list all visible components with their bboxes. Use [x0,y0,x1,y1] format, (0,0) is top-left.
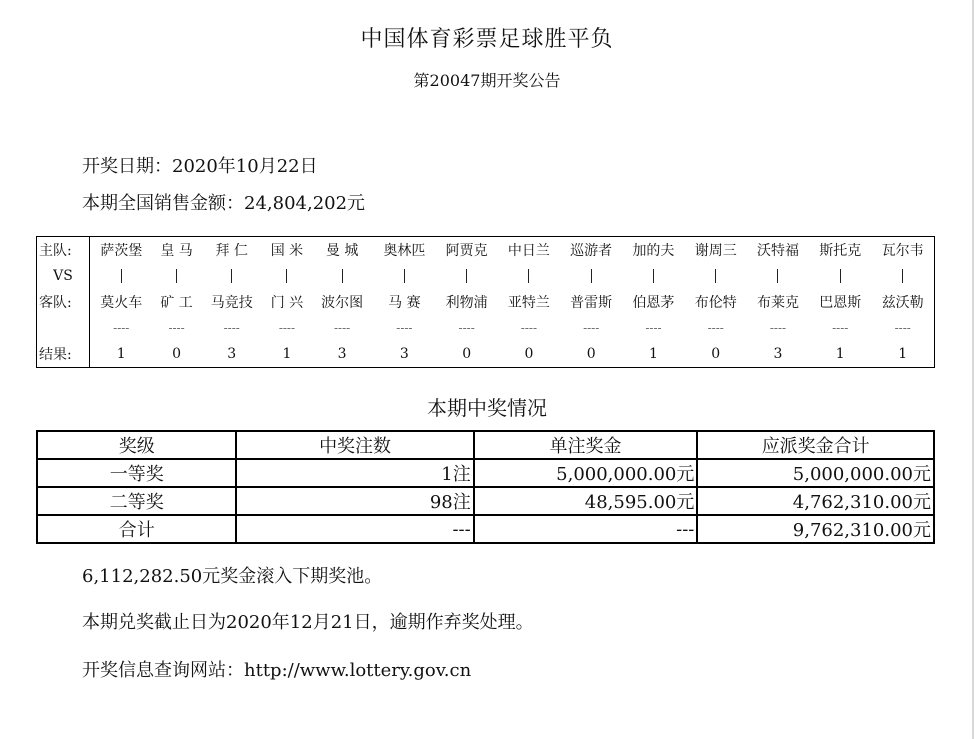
vertical-bar-icon [902,269,903,283]
match-result: 1 [282,346,292,362]
match-home-team: 奥林匹 [383,243,426,259]
match-separator: ---- [894,321,911,335]
match-result: 0 [711,346,721,362]
match-home-team: 巡游者 [570,243,613,259]
match-vs-divider [809,263,871,289]
match-away-team: 布莱克 [756,295,799,311]
match-home-team: 萨茨堡 [100,243,143,259]
match-separator: ---- [168,321,185,335]
match-away-team: 门 兴 [270,295,304,311]
prize-total: 5,000,000.00元 [697,459,934,487]
website-text: 开奖信息查询网站：http://www.lottery.gov.cn [82,660,472,681]
match-vs-divider [153,263,201,289]
prize-total: 9,762,310.00元 [697,515,934,543]
match-home-team: 瓦尔韦 [881,243,924,259]
prize-level: 合计 [37,515,236,543]
match-separator: ---- [458,321,475,335]
match-home-team: 皇 马 [160,243,193,259]
match-away-team: 兹沃勒 [881,295,924,311]
match-home-team: 中日兰 [507,243,550,259]
prize-level: 二等奖 [37,487,236,515]
vertical-bar-icon [653,269,654,283]
page-title: 中国体育彩票足球胜平负 [360,27,614,52]
prize-unit: --- [474,515,698,543]
match-vs-divider [747,263,809,289]
match-away-team: 亚特兰 [507,295,550,311]
match-result: 0 [524,346,534,362]
prize-count: 98注 [236,487,473,515]
vertical-bar-icon [777,269,778,283]
match-home-team: 拜 仁 [215,243,248,259]
match-away-team: 布伦特 [694,295,737,311]
match-vs-divider [685,263,747,289]
prize-row [37,515,934,543]
result-label: 结果: [37,341,90,368]
prize-unit: 48,595.00元 [474,487,698,515]
match-result: 1 [648,346,658,362]
prize-row [37,487,934,515]
home-label: 主队: [37,237,90,264]
match-away-team: 马 赛 [388,295,421,311]
match-home-team: 曼 城 [325,243,359,259]
match-separator: ---- [278,321,296,335]
vs-label: VS [37,263,90,289]
vertical-bar-icon [528,269,529,283]
vertical-bar-icon [342,269,343,283]
match-home-team: 谢周三 [694,243,737,259]
match-home-team: 加的夫 [632,243,675,259]
header-level: 奖级 [37,431,236,459]
match-separator: ---- [583,321,600,335]
match-result: 0 [586,346,596,362]
match-separator: ---- [396,321,413,335]
match-away-team: 马竞技 [210,295,253,311]
match-vs-divider [311,263,373,289]
prize-unit: 5,000,000.00元 [474,459,698,487]
match-away-team: 伯恩茅 [632,295,675,311]
header-total: 应派奖金合计 [697,431,934,459]
match-vs-divider [373,263,435,289]
page-subtitle: 第20047期开奖公告 [413,71,561,90]
prize-count: 1注 [236,459,473,487]
prize-level: 一等奖 [37,459,236,487]
match-separator: ---- [334,321,351,335]
match-separator: ---- [113,321,130,335]
match-vs-divider [436,263,498,289]
vertical-bar-icon [231,269,232,283]
match-result: 1 [835,346,845,362]
away-label: 客队: [37,289,90,315]
vertical-bar-icon [591,269,592,283]
rollover-text: 6,112,282.50元奖金滚入下期奖池。 [82,566,383,587]
match-separator: ---- [645,321,662,335]
match-separator: ---- [520,321,538,335]
vertical-bar-icon [466,269,467,283]
prize-row [37,459,934,487]
prize-table [36,430,935,544]
match-vs-divider [90,263,153,289]
vertical-bar-icon [715,269,716,283]
prize-count: --- [236,515,473,543]
match-result: 3 [337,346,347,362]
header-count: 中奖注数 [236,431,473,459]
match-result: 0 [462,346,472,362]
vertical-bar-icon [176,269,177,283]
match-away-team: 利物浦 [445,295,488,311]
match-result: 1 [898,346,908,362]
match-vs-divider [263,263,311,289]
prize-section-title: 本期中奖情况 [427,396,547,420]
match-home-team: 沃特福 [756,243,799,259]
match-table [36,236,935,368]
prize-total: 4,762,310.00元 [697,487,934,515]
match-home-team: 斯托克 [819,243,862,259]
header-unit: 单注奖金 [474,431,698,459]
match-result: 1 [116,346,126,362]
separator-label-cell [37,315,90,341]
match-result: 3 [399,346,409,362]
match-away-team: 矿 工 [160,295,193,311]
sales-amount: 本期全国销售金额：24,804,202元 [82,193,366,214]
match-vs-divider [201,263,263,289]
match-result: 0 [172,346,182,362]
match-home-team: 阿贾克 [445,243,488,259]
match-home-team: 国 米 [270,243,304,259]
match-vs-divider [498,263,560,289]
match-vs-divider [560,263,622,289]
match-result: 3 [773,346,783,362]
match-separator: ---- [832,321,849,335]
draw-date: 开奖日期：2020年10月22日 [82,156,318,177]
match-vs-divider [622,263,684,289]
match-away-team: 波尔图 [321,295,364,311]
vertical-bar-icon [404,269,405,283]
vertical-bar-icon [121,269,122,283]
match-away-team: 普雷斯 [570,295,613,311]
match-vs-divider [871,263,934,289]
match-separator: ---- [707,321,724,335]
deadline-text: 本期兑奖截止日为2020年12月21日，逾期作弃奖处理。 [82,612,534,633]
match-separator: ---- [769,321,787,335]
match-away-team: 巴恩斯 [819,295,862,311]
vertical-bar-icon [840,269,841,283]
match-away-team: 莫火车 [100,295,143,311]
match-result: 3 [227,346,237,362]
match-separator: ---- [223,321,240,335]
vertical-bar-icon [286,269,287,283]
prize-header-row [37,431,934,459]
